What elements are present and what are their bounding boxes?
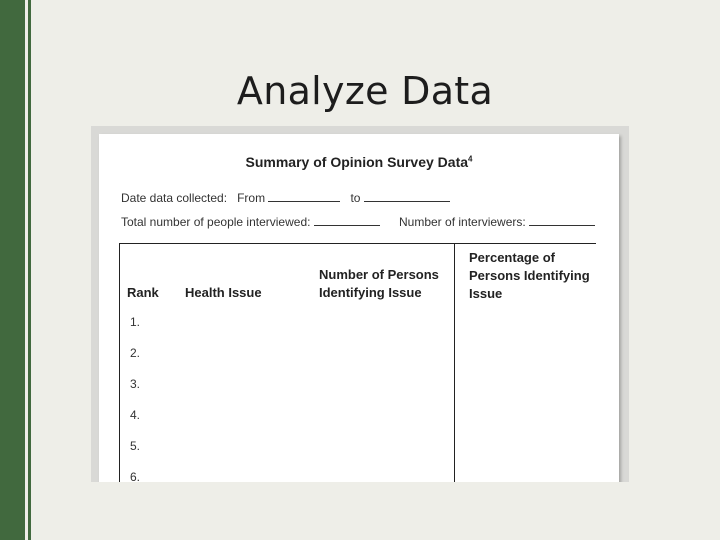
survey-form-image — [91, 126, 629, 482]
table-top-border — [119, 243, 596, 244]
total-interviewed-label: Total number of people interviewed: — [121, 215, 311, 229]
col-rank-header: Rank — [127, 285, 159, 300]
total-interviewed-row — [121, 215, 380, 229]
form-heading-text: Summary of Opinion Survey Data — [245, 154, 469, 170]
col-percentage-header-line1: Percentage of — [469, 250, 555, 265]
slide-title: Analyze Data — [236, 69, 494, 114]
rank-row-2: 2. — [130, 346, 141, 360]
table-left-border — [119, 243, 120, 482]
col-health-issue-header: Health Issue — [185, 285, 262, 300]
col-percentage-header-line3: Issue — [469, 286, 503, 301]
col-percentage-header — [469, 249, 590, 303]
form-heading-footnote: 4 — [468, 154, 473, 164]
table-column-divider — [454, 243, 455, 482]
col-number-header-line2: Identifying Issue — [319, 285, 422, 300]
col-number-header-line1: Number of Persons — [319, 267, 439, 282]
to-blank — [364, 192, 450, 202]
interviewers-blank — [529, 216, 595, 226]
col-number-header — [319, 266, 439, 302]
interviewers-label: Number of interviewers: — [399, 215, 526, 229]
rank-row-5: 5. — [130, 439, 141, 453]
to-label: to — [350, 191, 361, 205]
rank-row-3: 3. — [130, 377, 141, 391]
form-heading — [99, 154, 619, 170]
interviewers-row — [399, 215, 595, 229]
rank-row-1: 1. — [130, 315, 141, 329]
rank-row-6: 6. — [130, 470, 141, 482]
date-collected-label: Date data collected: — [121, 191, 228, 205]
rank-row-4: 4. — [130, 408, 141, 422]
from-label: From — [237, 191, 266, 205]
date-collected-row — [121, 191, 450, 205]
from-blank — [268, 192, 340, 202]
total-interviewed-blank — [314, 216, 380, 226]
survey-form-paper — [99, 134, 619, 482]
col-percentage-header-line2: Persons Identifying — [469, 268, 590, 283]
